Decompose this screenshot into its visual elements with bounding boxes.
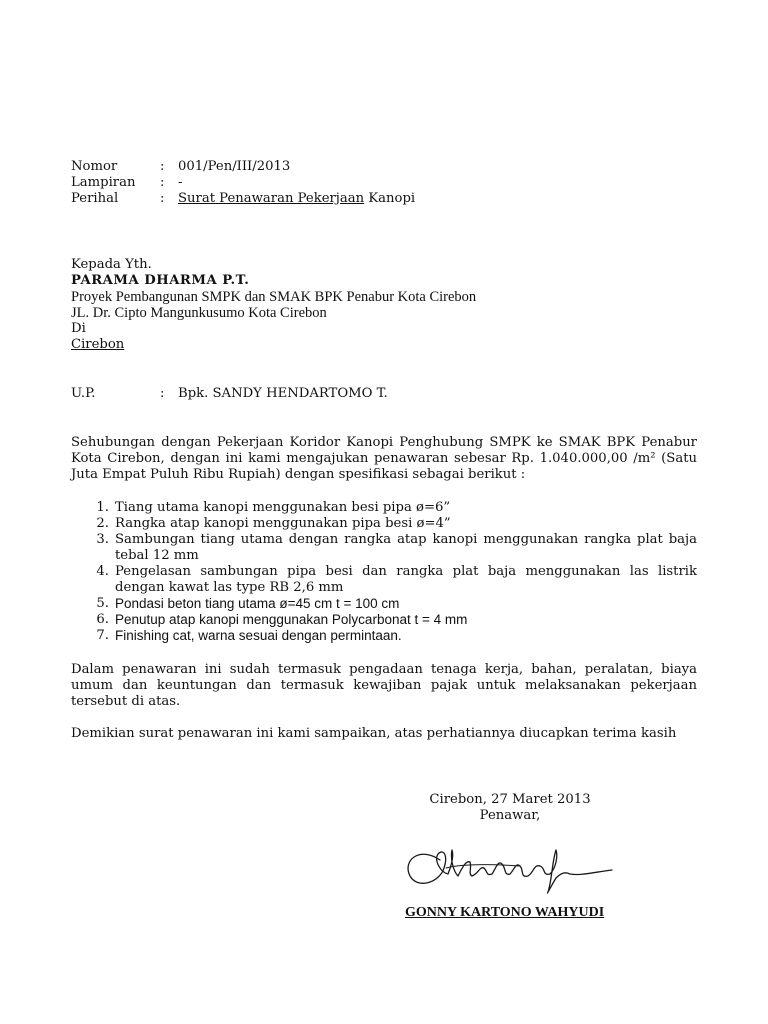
lampiran-label: Lampiran bbox=[71, 175, 136, 190]
lampiran-value: - bbox=[178, 175, 183, 190]
specification-list bbox=[71, 500, 697, 644]
colon: : bbox=[160, 386, 165, 401]
signer-role: Penawar, bbox=[479, 808, 541, 823]
greeting: Kepada Yth. bbox=[71, 257, 152, 272]
spec-item-number: 7. bbox=[96, 628, 109, 643]
spec-item-number: 3. bbox=[96, 532, 109, 547]
colon: : bbox=[160, 175, 165, 190]
recipient-line-2: JL. Dr. Cipto Mangunkusumo Kota Cirebon bbox=[71, 305, 327, 321]
recipient-city: Cirebon bbox=[71, 337, 125, 352]
perihal-row bbox=[71, 191, 415, 207]
spec-item bbox=[71, 564, 697, 596]
recipient-company: PARAMA DHARMA P.T. bbox=[71, 273, 250, 288]
spec-item bbox=[71, 532, 697, 564]
colon: : bbox=[160, 159, 165, 174]
spec-item-number: 4. bbox=[96, 564, 109, 579]
letter-header bbox=[71, 159, 415, 207]
spec-item bbox=[71, 612, 697, 628]
spec-item-number: 2. bbox=[96, 516, 109, 531]
colon: : bbox=[160, 191, 165, 206]
spec-item-text: Rangka atap kanopi menggunakan pipa besi ø=4” bbox=[115, 516, 451, 531]
spec-item-number: 5. bbox=[96, 596, 109, 611]
opening-paragraph: Sehubungan dengan Pekerjaan Koridor Kanopi Penghubung SMPK ke SMAK BPK Penabur Kota Cirebon, dengan ini kami mengajukan penawaran sebesar Rp. 1.040.000,00 /m² (Satu Juta Empat Puluh Ribu Rupiah) dengan spesifikasi sebagai berikut : bbox=[71, 435, 697, 482]
nomor-row bbox=[71, 159, 415, 175]
spec-item-text: Penutup atap kanopi menggunakan Polycarbonat t = 4 mm bbox=[115, 612, 468, 627]
inclusion-paragraph: Dalam penawaran ini sudah termasuk pengadaan tenaga kerja, bahan, peralatan, biaya umum dan keuntungan dan termasuk kewajiban pajak untuk melaksanakan pekerjaan tersebut di atas. bbox=[71, 662, 697, 709]
perihal-label: Perihal bbox=[71, 191, 119, 206]
spec-item-text: Finishing cat, warna sesuai dengan permintaan. bbox=[115, 628, 402, 643]
spec-item-number: 1. bbox=[96, 500, 109, 515]
spec-item-text: Tiang utama kanopi menggunakan besi pipa ø=6” bbox=[115, 500, 451, 515]
up-value: Bpk. SANDY HENDARTOMO T. bbox=[178, 386, 388, 401]
recipient-line-1: Proyek Pembangunan SMPK dan SMAK BPK Penabur Kota Cirebon bbox=[71, 289, 477, 305]
lampiran-row bbox=[71, 175, 415, 191]
perihal-value bbox=[178, 191, 415, 207]
perihal-value-rest: Kanopi bbox=[364, 191, 416, 206]
spec-item bbox=[71, 628, 697, 644]
recipient-block bbox=[71, 257, 476, 353]
recipient-di: Di bbox=[71, 321, 86, 336]
up-label: U.P. bbox=[71, 386, 96, 401]
nomor-value: 001/Pen/III/2013 bbox=[178, 159, 291, 174]
perihal-value-underlined: Surat Penawaran Pekerjaan bbox=[178, 191, 365, 206]
handwritten-signature bbox=[400, 838, 620, 898]
place-date: Cirebon, 27 Maret 2013 bbox=[429, 792, 591, 807]
spec-item-number: 6. bbox=[96, 612, 109, 627]
spec-item-text: Sambungan tiang utama dengan rangka atap kanopi menggunakan rangka plat baja tebal 12 mm bbox=[115, 532, 697, 563]
nomor-label: Nomor bbox=[71, 159, 118, 174]
spec-item bbox=[71, 500, 697, 516]
closing-paragraph: Demikian surat penawaran ini kami sampaikan, atas perhatiannya diucapkan terima kasih bbox=[71, 726, 677, 741]
spec-item bbox=[71, 596, 697, 612]
signer-name: GONNY KARTONO WAHYUDI bbox=[405, 905, 605, 920]
closing-block bbox=[405, 792, 615, 824]
spec-item-text: Pondasi beton tiang utama ø=45 cm t = 100 cm bbox=[115, 596, 400, 611]
spec-item bbox=[71, 516, 697, 532]
attention-row bbox=[71, 386, 388, 401]
spec-item-text: Pengelasan sambungan pipa besi dan rangka plat baja menggunakan las listrik dengan kawat las type RB 2,6 mm bbox=[115, 564, 697, 595]
